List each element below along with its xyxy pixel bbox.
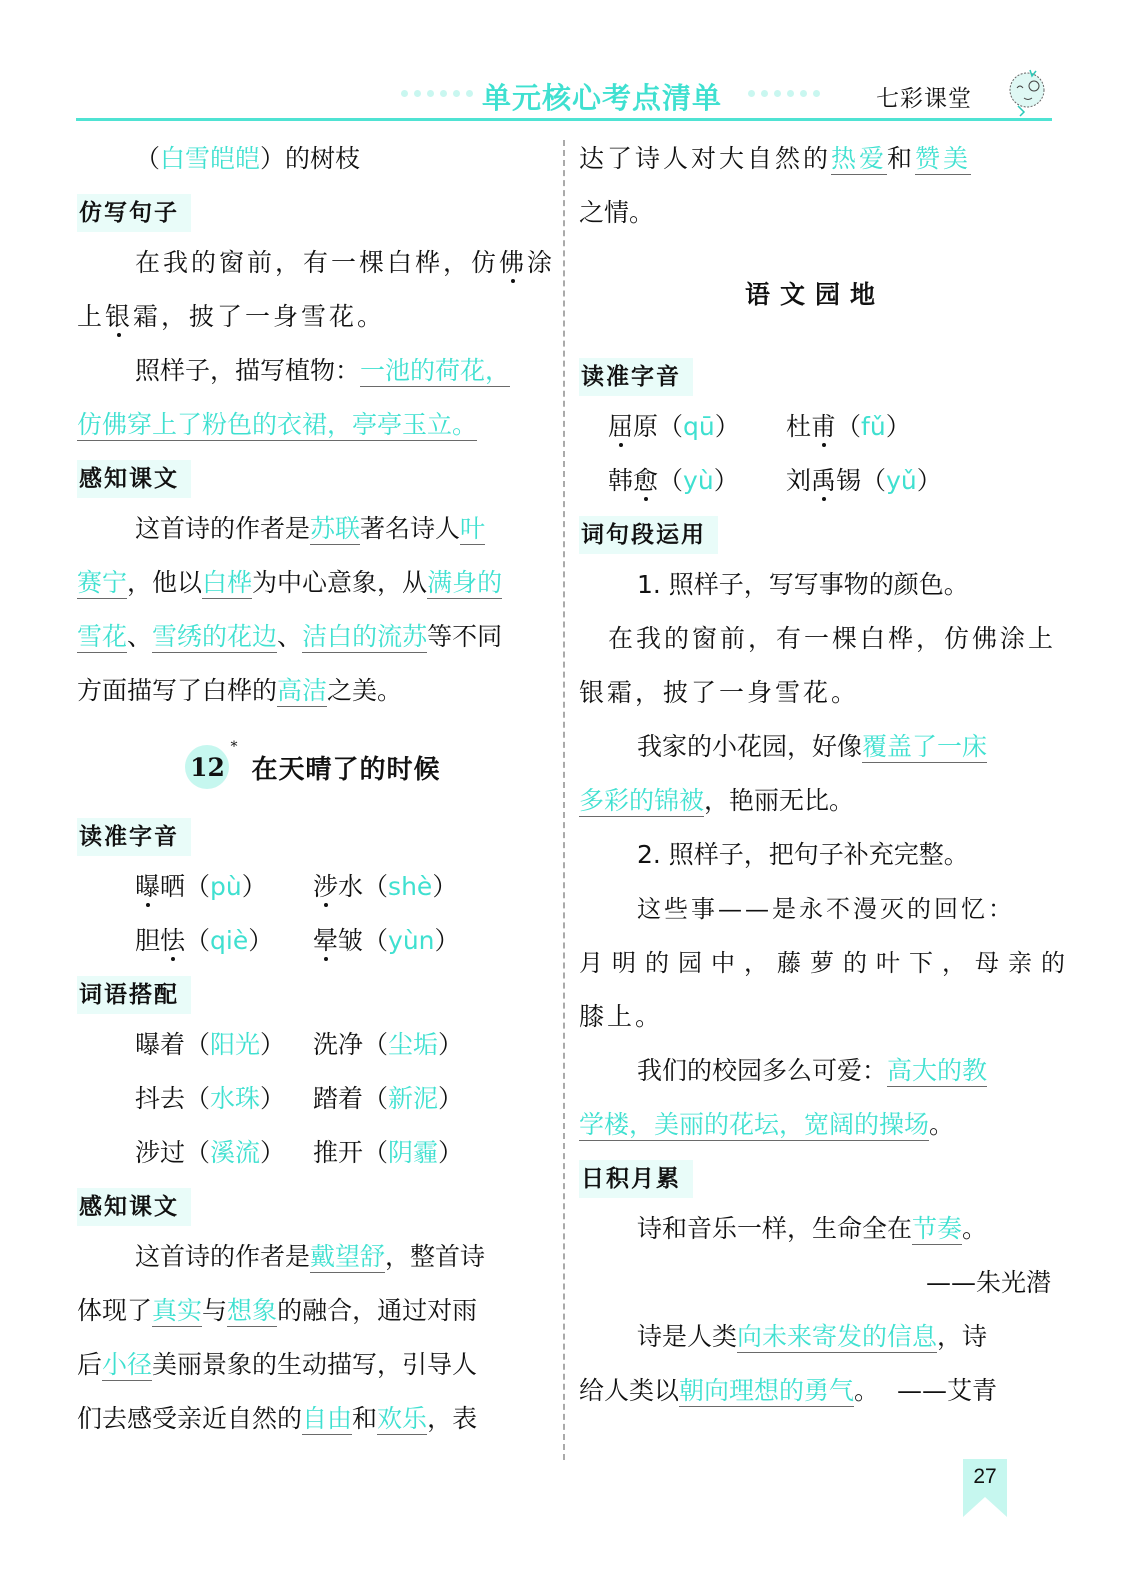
section-label-usage: 词句段运用 <box>579 516 718 554</box>
answer: 小径 <box>102 1350 153 1379</box>
answer: 新泥 <box>388 1084 439 1113</box>
pronounce-row-1 <box>77 860 549 914</box>
collocation-row-3 <box>77 1126 549 1180</box>
imitate-example-line1 <box>77 236 556 290</box>
imitate-task-line1 <box>77 344 549 398</box>
text: 的融合，通过对雨 <box>277 1296 478 1325</box>
self-study-mark: * <box>230 739 238 755</box>
intro-line <box>77 132 549 186</box>
answer: 洁白的流苏 <box>302 622 428 651</box>
dotted-text: 仿佛涂 <box>471 248 556 277</box>
perceive2-line2 <box>77 1284 549 1338</box>
quote2-line1 <box>579 1310 1051 1364</box>
collocation-row-2 <box>77 1072 549 1126</box>
collocation-item: 抖去（水珠） <box>135 1084 286 1113</box>
dotted-char: 愈 <box>633 466 659 495</box>
imitate-task-line2 <box>77 398 549 452</box>
word: 曝着 <box>135 1030 186 1059</box>
usage-q1-answer-line1 <box>579 720 1051 774</box>
answer: 一池的荷花， <box>360 356 511 385</box>
text: 。 <box>962 1214 988 1243</box>
answer: 叶 <box>460 514 486 543</box>
unit-title: 语文园地 <box>744 280 885 309</box>
header-rule <box>76 118 1052 121</box>
collocation-item: 踏着（新泥） <box>313 1084 464 1113</box>
text: 美丽景象的生动描写，引导人 <box>152 1350 478 1379</box>
dotted-char: 曝 <box>135 872 161 901</box>
answer: 雪绣的花边 <box>152 622 278 651</box>
text: ，诗 <box>937 1322 988 1351</box>
text: 、 <box>277 622 303 651</box>
usage-q2-example-line2: 月明的园中，藤萝的叶下，母亲的 <box>579 949 1074 977</box>
quote1-line <box>579 1202 1051 1256</box>
usage-q1: 1. 照样子，写写事物的颜色。 <box>637 570 969 599</box>
page-number-tab <box>963 1459 1007 1517</box>
answer: 节奏 <box>912 1214 963 1243</box>
text: ，他以 <box>127 568 203 597</box>
text: 为中心意象，从 <box>252 568 428 597</box>
text: 。 <box>854 1376 880 1405</box>
perceive1-line2 <box>77 556 549 610</box>
pinyin: shè <box>388 872 433 901</box>
continuation-line1 <box>579 132 1051 186</box>
collocation-item: 洗净（尘垢） <box>313 1030 464 1059</box>
answer: 满身的 <box>427 568 503 597</box>
text: 们去感受亲近自然的 <box>77 1404 303 1433</box>
imitate-example-line2 <box>77 290 549 344</box>
pinyin: qiè <box>210 926 249 955</box>
answer: 阳光 <box>210 1030 261 1059</box>
text: 诗和音乐一样，生命全在 <box>637 1214 913 1243</box>
pinyin: qū <box>683 412 715 441</box>
section-label-accumulate: 日积月累 <box>579 1160 693 1198</box>
answer: 向未来寄发的信息 <box>737 1322 938 1351</box>
section-label-imitate: 仿写句子 <box>77 194 191 232</box>
answer: 阴霾 <box>388 1138 439 1167</box>
decorative-dots-left <box>401 90 473 97</box>
lesson-title <box>77 724 549 810</box>
answer: 戴望舒 <box>310 1242 386 1271</box>
usage-q1-example-line1: 在我的窗前，有一棵白桦，仿佛涂上 <box>608 624 1057 653</box>
text: 杜 <box>786 412 812 441</box>
dotted-text: 上银霜 <box>77 302 162 331</box>
quote2-line2 <box>579 1364 1051 1418</box>
text: ）的树枝 <box>260 144 361 173</box>
text: 诗是人类 <box>637 1322 738 1351</box>
answer: 热爱 <box>831 144 888 173</box>
answer: 赛宁 <box>77 568 128 597</box>
pinyin: fǔ <box>861 412 886 441</box>
pinyin: yǔ <box>886 466 917 495</box>
text: ，表 <box>427 1404 478 1433</box>
left-column <box>77 132 556 1446</box>
text: 给人类以 <box>579 1376 680 1405</box>
text: 和 <box>352 1404 378 1433</box>
decorative-dots-right <box>748 90 820 97</box>
text: 和 <box>887 144 916 173</box>
pronounce-item: 刘禹锡（yǔ） <box>786 466 942 495</box>
dotted-char: 涉 <box>313 872 339 901</box>
perceive2-line3 <box>77 1338 549 1392</box>
lesson-number: 12 <box>190 752 225 782</box>
answer: 真实 <box>152 1296 203 1325</box>
word: 推开 <box>313 1138 364 1167</box>
text-run <box>135 502 485 556</box>
text: 我们的校园多么可爱： <box>637 1056 888 1085</box>
cartoon-mascot-icon <box>1004 66 1050 118</box>
answer: 高大的教 <box>887 1056 988 1085</box>
answer: 赞美 <box>915 144 972 173</box>
lesson-name: 在天晴了的时候 <box>251 754 441 785</box>
answer: 多彩的锦被 <box>579 786 705 815</box>
perceive2-line4 <box>77 1392 549 1446</box>
usage-q1-answer-line2 <box>579 774 1051 828</box>
text: 、 <box>127 622 153 651</box>
header-title: 单元核心考点清单 <box>482 81 723 115</box>
text: 皱 <box>338 926 364 955</box>
pronounce-row-1 <box>579 400 1051 454</box>
section-label-perceive: 感知课文 <box>77 460 191 498</box>
pronounce-item: 涉水（shè） <box>313 872 458 901</box>
pronounce-item: 曝晒（pù） <box>135 872 267 901</box>
perceive2-line1 <box>77 1230 549 1284</box>
text: 著名诗人 <box>360 514 461 543</box>
usage-q2-answer-line1 <box>579 1044 1051 1098</box>
text: 晒 <box>160 872 186 901</box>
text: 照样子，描写植物： <box>135 356 361 385</box>
text: 这首诗的作者是 <box>135 1242 311 1271</box>
collocation-row-1 <box>77 1018 549 1072</box>
pronounce-item: 晕皱（yùn） <box>313 926 460 955</box>
text: 。 <box>929 1110 955 1139</box>
header-brand: 七彩课堂 <box>876 86 972 112</box>
answer: 水珠 <box>210 1084 261 1113</box>
lesson-number-badge <box>185 739 238 789</box>
text: 原 <box>633 412 659 441</box>
usage-q2: 2. 照样子，把句子补充完整。 <box>637 840 969 869</box>
answer: 高洁 <box>277 676 328 705</box>
quote1-author: ——朱光潜 <box>925 1268 1051 1297</box>
answer: 想象 <box>227 1296 278 1325</box>
text: 达了诗人对大自然的 <box>579 144 832 173</box>
pronounce-item: 韩愈（yù） <box>608 466 739 495</box>
collocation-item: 涉过（溪流） <box>135 1138 286 1167</box>
pinyin: yùn <box>388 926 435 955</box>
text: ，披了一身雪花。 <box>161 302 386 331</box>
continuation-line2 <box>579 186 1051 240</box>
collocation-item: 曝着（阳光） <box>135 1030 286 1059</box>
usage-q1-example-line2: 银霜，披了一身雪花。 <box>579 678 860 707</box>
pronounce-row-2 <box>77 914 549 968</box>
pronounce-row-2 <box>579 454 1051 508</box>
pronounce-item: 杜甫（fǔ） <box>786 412 911 441</box>
text: 后 <box>77 1350 103 1379</box>
pinyin: yù <box>683 466 714 495</box>
text: 胆 <box>135 926 161 955</box>
right-column <box>579 132 1074 1418</box>
quote2-author: ——艾青 <box>897 1376 998 1405</box>
word: 踏着 <box>313 1084 364 1113</box>
answer: 自由 <box>302 1404 353 1433</box>
text: 方面描写了白桦的 <box>77 676 278 705</box>
text: 水 <box>338 872 364 901</box>
perceive1-line1 <box>77 502 549 556</box>
usage-q2-example-line1: 这些事——是永不漫灭的回忆： <box>637 895 1015 923</box>
answer: 覆盖了一床 <box>862 732 988 761</box>
text: 之情。 <box>579 198 655 227</box>
answer: 朝向理想的勇气 <box>679 1376 855 1405</box>
text: 体现了 <box>77 1296 153 1325</box>
answer: 雪花 <box>77 622 128 651</box>
pronounce-item: 屈原（qū） <box>608 412 740 441</box>
answer: 白桦 <box>202 568 253 597</box>
perceive1-line4 <box>77 664 549 718</box>
answer: 白雪皑皑 <box>160 144 261 173</box>
usage-q2-answer-line2 <box>579 1098 1051 1152</box>
answer: 欢乐 <box>377 1404 428 1433</box>
page-header <box>76 60 1052 122</box>
usage-q2-example-line3: 膝上。 <box>579 1002 664 1031</box>
text: ，整首诗 <box>385 1242 486 1271</box>
pronounce-item: 胆怯（qiè） <box>135 926 274 955</box>
emphasized-text <box>471 248 555 277</box>
text: 之美。 <box>327 676 403 705</box>
text: 我家的小花园，好像 <box>637 732 863 761</box>
word: 洗净 <box>313 1030 364 1059</box>
dotted-char: 禹 <box>811 466 837 495</box>
pinyin: pù <box>210 872 242 901</box>
page-number: 27 <box>973 1465 997 1488</box>
section-label-pronounce: 读准字音 <box>579 358 693 396</box>
word: 抖去 <box>135 1084 186 1113</box>
word: 涉过 <box>135 1138 186 1167</box>
text: （ <box>135 144 161 173</box>
answer: 尘垢 <box>388 1030 439 1059</box>
section-label-collocation: 词语搭配 <box>77 976 191 1014</box>
text: 与 <box>202 1296 228 1325</box>
text: 刘 <box>786 466 812 495</box>
answer: 仿佛穿上了粉色的衣裙，亭亭玉立。 <box>77 410 478 439</box>
text: 这首诗的作者是 <box>135 514 311 543</box>
dotted-char: 屈 <box>608 412 634 441</box>
dotted-char: 甫 <box>811 412 837 441</box>
answer: 苏联 <box>310 514 361 543</box>
perceive1-line3 <box>77 610 549 664</box>
text: ，艳丽无比。 <box>704 786 855 815</box>
dotted-char: 怯 <box>160 926 186 955</box>
answer: 溪流 <box>210 1138 261 1167</box>
section-label-perceive: 感知课文 <box>77 1188 191 1226</box>
text: 等不同 <box>427 622 503 651</box>
answer: 学楼，美丽的花坛，宽阔的操场 <box>579 1110 930 1139</box>
column-divider <box>563 140 565 1460</box>
text: 在我的窗前，有一棵白桦， <box>135 248 472 277</box>
collocation-item: 推开（阴霾） <box>313 1138 464 1167</box>
dotted-char: 晕 <box>313 926 339 955</box>
text: 锡 <box>836 466 862 495</box>
section-label-pronounce: 读准字音 <box>77 818 191 856</box>
text: 韩 <box>608 466 634 495</box>
